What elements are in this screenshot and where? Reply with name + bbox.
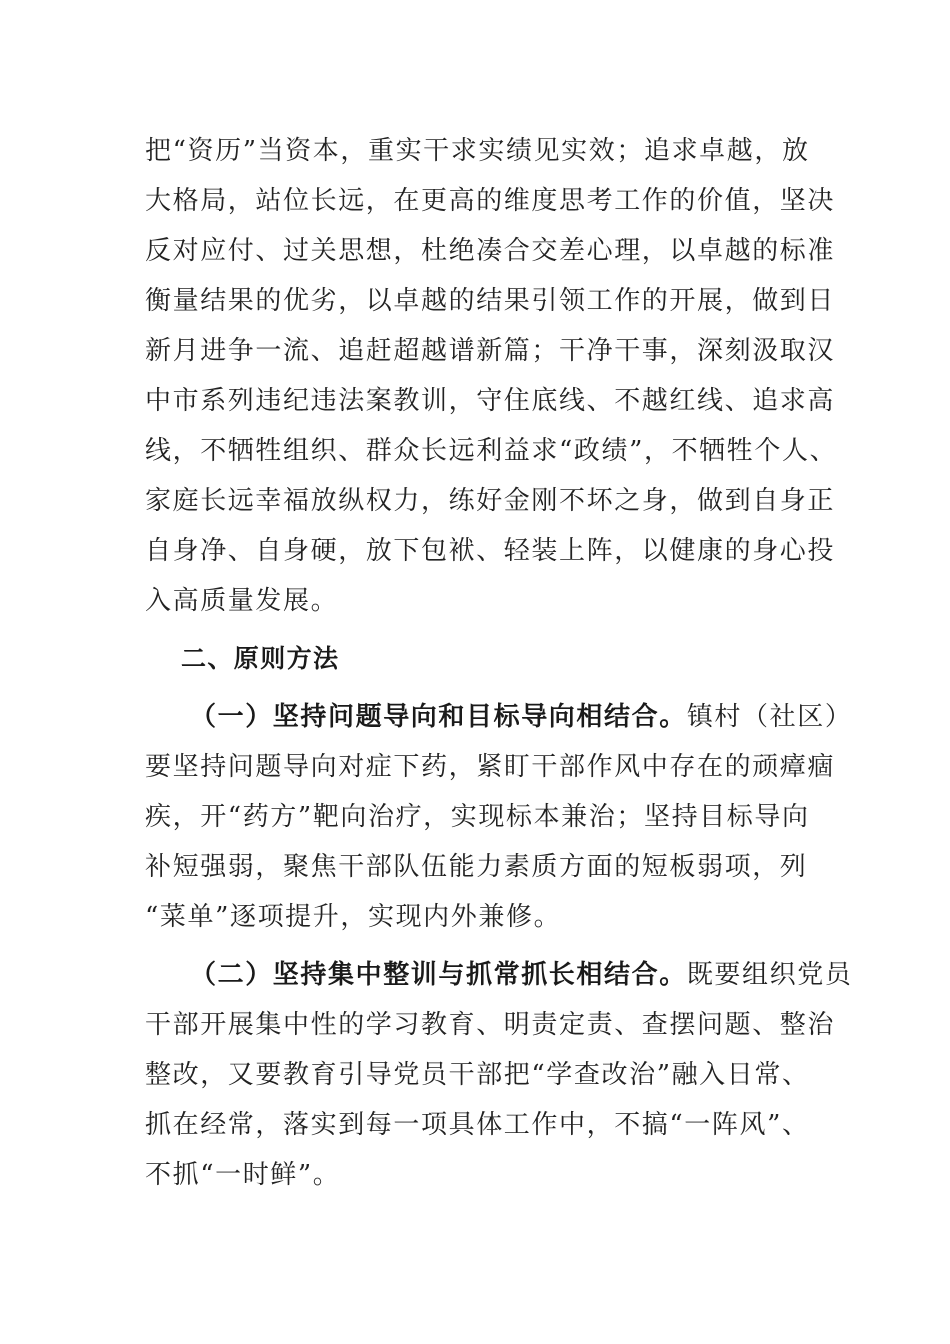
item-first-line <box>190 700 852 734</box>
paragraph-line: 整改，又要教育引导党员干部把“学查改治”融入日常、 <box>145 1060 810 1090</box>
item-first-line-text: 镇村（社区） <box>686 702 853 732</box>
paragraph-line: “菜单”逐项提升，实现内外兼修。 <box>145 902 562 932</box>
paragraph-line: 把“资历”当资本，重实干求实绩见实效；追求卓越，放 <box>145 136 810 166</box>
item-title: （一）坚持问题导向和目标导向相结合。 <box>190 702 687 732</box>
item-first-line-text: 既要组织党员 <box>686 960 853 990</box>
paragraph-line: 衡量结果的优劣，以卓越的结果引领工作的开展，做到日 <box>145 286 836 316</box>
paragraph-line: 抓在经常，落实到每一项具体工作中，不搞“一阵风”、 <box>145 1110 810 1140</box>
item-title: （二）坚持集中整训与抓常抓长相结合。 <box>190 960 687 990</box>
paragraph-line: 补短强弱，聚焦干部队伍能力素质方面的短板弱项，列 <box>145 852 808 882</box>
paragraph-line: 中市系列违纪违法案教训，守住底线、不越红线、追求高 <box>145 386 836 416</box>
paragraph-line: 干部开展集中性的学习教育、明责定责、查摆问题、整治 <box>145 1010 836 1040</box>
paragraph-line: 不抓“一时鲜”。 <box>145 1160 341 1190</box>
paragraph-line: 自身净、自身硬，放下包袱、轻装上阵，以健康的身心投 <box>145 536 836 566</box>
section-heading: 二、原则方法 <box>181 644 340 673</box>
paragraph-line: 大格局，站位长远，在更高的维度思考工作的价值，坚决 <box>145 186 836 216</box>
paragraph-line: 线，不牺牲组织、群众长远利益求“政绩”，不牺牲个人、 <box>145 436 838 466</box>
paragraph-line: 新月进争一流、追赶超越谱新篇；干净干事，深刻汲取汉 <box>145 336 836 366</box>
paragraph-line: 入高质量发展。 <box>145 586 339 616</box>
paragraph-line: 要坚持问题导向对症下药，紧盯干部作风中存在的顽瘴痼 <box>145 752 836 782</box>
paragraph-line: 反对应付、过关思想，杜绝凑合交差心理，以卓越的标准 <box>145 236 836 266</box>
paragraph-line: 疾，开“药方”靶向治疗，实现标本兼治；坚持目标导向 <box>145 802 810 832</box>
item-first-line <box>190 958 852 992</box>
paragraph-line: 家庭长远幸福放纵权力，练好金刚不坏之身，做到自身正 <box>145 486 836 516</box>
